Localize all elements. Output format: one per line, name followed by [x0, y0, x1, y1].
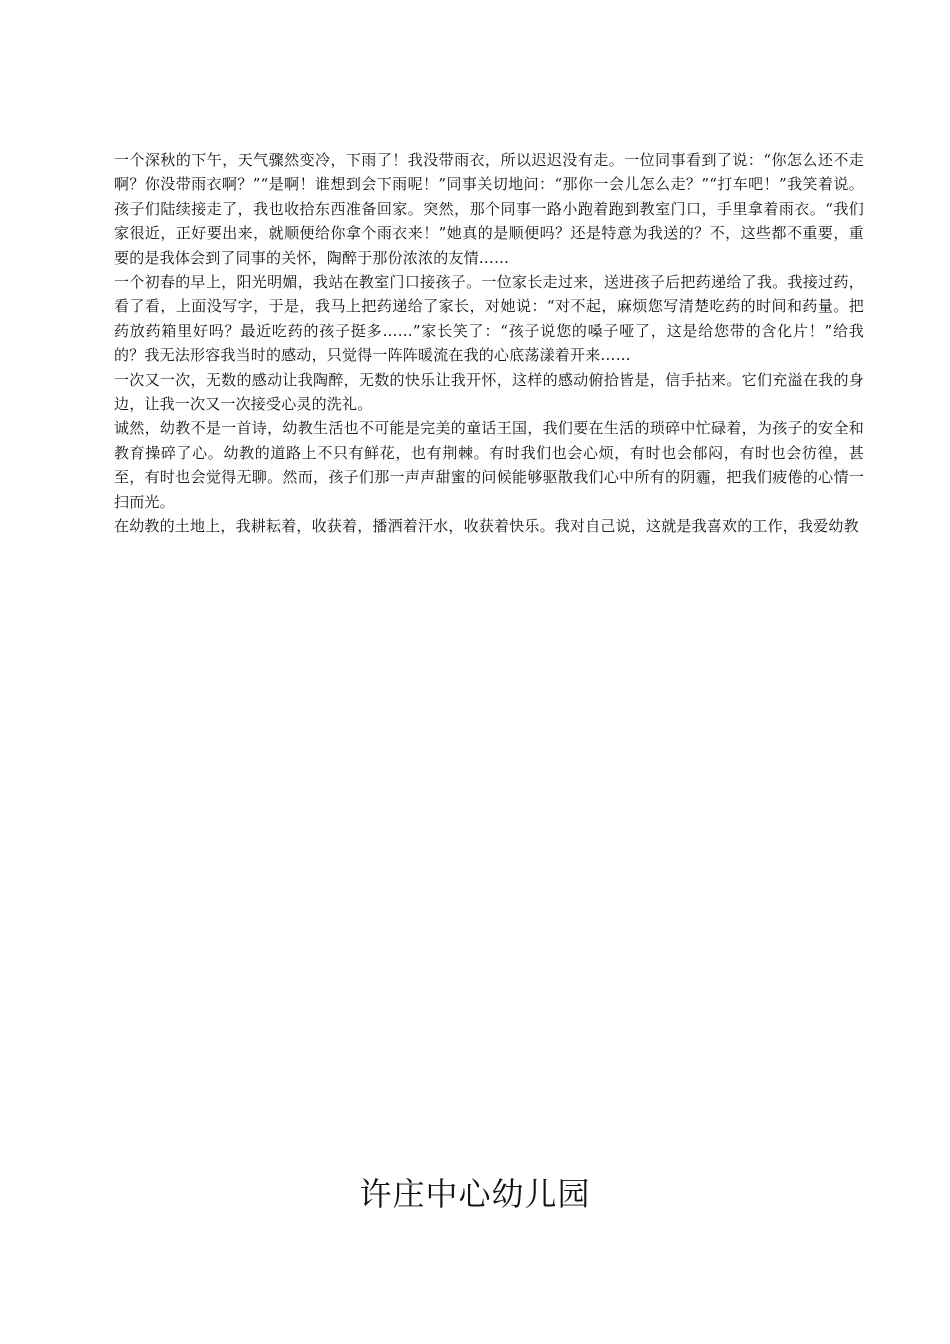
paragraph-spring-medicine: 一个初春的早上，阳光明媚，我站在教室门口接孩子。一位家长走过来，送进孩子后把药递给了我。我接过药，看了看，上面没写字，于是，我马上把药递给了家长，对她说：“对不起，麻烦您写清楚吃药的时间和药量。把药放药箱里好吗？最近吃药的孩子挺多……”家长笑了：“孩子说您的嗓子哑了，这是给您带的含化片！”给我的？我无法形容我当时的感动，只觉得一阵阵暖流在我的心底荡漾着开来……	[114, 273, 864, 365]
paragraph-closing: 在幼教的土地上，我耕耘着，收获着，播洒着汗水，收获着快乐。我对自己说，这就是我喜欢的工作，我爱幼教	[114, 517, 859, 536]
paragraph-autumn-raincoat: 一个深秋的下午，天气骤然变冷，下雨了！我没带雨衣，所以迟迟没有走。一位同事看到了说：“你怎么还不走啊？你没带雨衣啊？”“是啊！谁想到会下雨呢！”同事关切地问：“那你一会儿怎么走？”“打车吧！”我笑着说。孩子们陆续接走了，我也收拾东西准备回家。突然，那个同事一路小跑着跑到教室门口，手里拿着雨衣。“我们家很近，正好要出来，就顺便给你拿个雨衣来！”她真的是顺便吗？还是特意为我送的？不，这些都不重要，重要的是我体会到了同事的关怀，陶醉于那份浓浓的友情……	[114, 151, 864, 267]
paragraph-moved-again: 一次又一次，无数的感动让我陶醉，无数的快乐让我开怀，这样的感动俯拾皆是，信手拈来。它们充溢在我的身边，让我一次又一次接受心灵的洗礼。	[114, 370, 864, 414]
document-body	[114, 148, 864, 539]
paragraph-teaching-reflection: 诚然，幼教不是一首诗，幼教生活也不可能是完美的童话王国，我们要在生活的琐碎中忙碌着，为孩子的安全和教育操碎了心。幼教的道路上不只有鲜花，也有荆棘。有时我们也会心烦，有时也会郁闷，有时也会彷徨，甚至，有时也会觉得无聊。然而，孩子们那一声声甜蜜的问候能够驱散我们心中所有的阴霾，把我们疲倦的心情一扫而光。	[114, 419, 864, 511]
footer-organization-name: 许庄中心幼儿园	[359, 1175, 591, 1213]
